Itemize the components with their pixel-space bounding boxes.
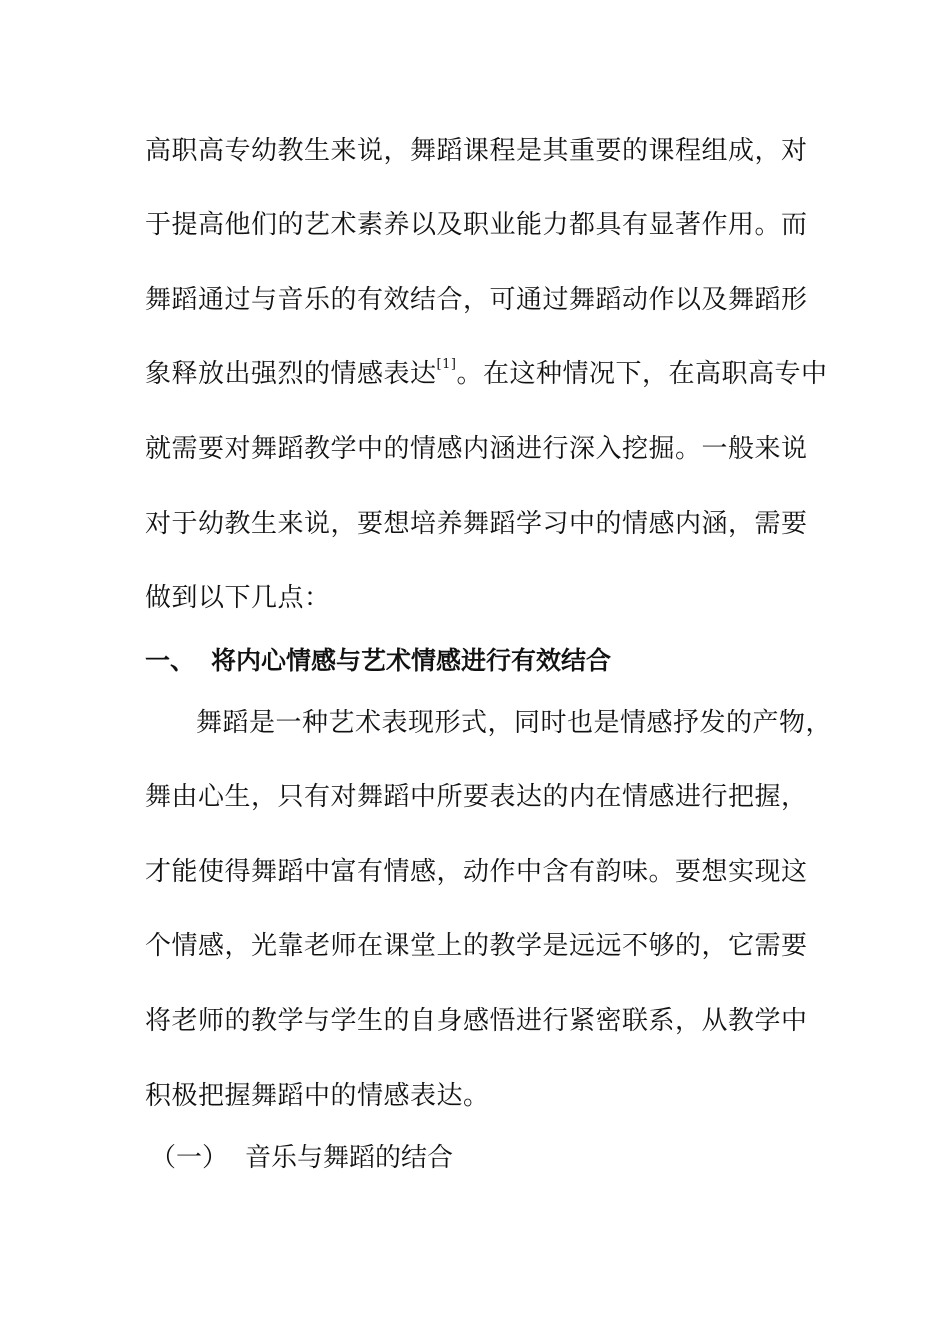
- subsection-title: 音乐与舞蹈的结合: [245, 1143, 454, 1173]
- paragraph-line: 于提高他们的艺术素养以及职业能力都具有显著作用。而: [145, 210, 808, 240]
- section-number: 一、: [145, 646, 196, 675]
- citation-reference: [1]: [436, 357, 457, 372]
- paragraph-line: 做到以下几点：: [145, 583, 331, 613]
- paragraph-line: 个情感，光靠老师在课堂上的教学是远远不够的，它需要: [145, 931, 808, 961]
- paragraph-line: 就需要对舞蹈教学中的情感内涵进行深入挖掘。一般来说: [145, 434, 808, 464]
- paragraph-line: 将老师的教学与学生的自身感悟进行紧密联系，从教学中: [145, 1006, 808, 1036]
- paragraph-line-indented: 舞蹈是一种艺术表现形式，同时也是情感抒发的产物，: [196, 708, 833, 738]
- paragraph-line: 舞蹈通过与音乐的有效结合，可通过舞蹈动作以及舞蹈形: [145, 285, 808, 315]
- subsection-heading: [150, 1142, 453, 1174]
- paragraph-line: 对于幼教生来说，要想培养舞蹈学习中的情感内涵，需要: [145, 509, 808, 539]
- paragraph-line: 积极把握舞蹈中的情感表达。: [145, 1081, 490, 1111]
- section-title: 将内心情感与艺术情感进行有效结合: [211, 646, 612, 675]
- paragraph-line: 舞由心生，只有对舞蹈中所要表达的内在情感进行把握，: [145, 782, 808, 812]
- section-heading: [145, 645, 611, 677]
- paragraph-text: 。在这种情况下，在高职高专中: [456, 359, 828, 389]
- paragraph-text: 象释放出强烈的情感表达: [145, 359, 437, 389]
- paragraph-line: 才能使得舞蹈中富有情感，动作中含有韵味。要想实现这: [145, 857, 808, 887]
- paragraph-line: 高职高专幼教生来说，舞蹈课程是其重要的课程组成，对: [145, 136, 808, 166]
- subsection-number: （一）: [150, 1143, 229, 1173]
- paragraph-line-with-citation: [145, 358, 827, 390]
